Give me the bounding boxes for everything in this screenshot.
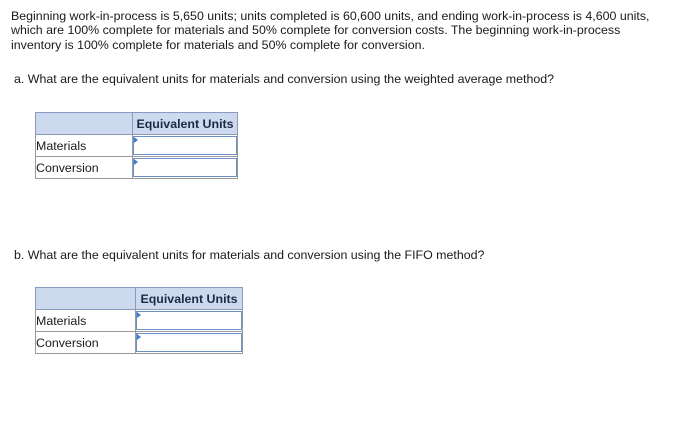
- table-header-row: [36, 113, 238, 135]
- conversion-equivalent-units-input[interactable]: [136, 333, 242, 352]
- weighted-average-table: [35, 112, 238, 179]
- header-blank-cell: [36, 288, 136, 310]
- table-row-materials: [36, 135, 238, 157]
- conversion-equivalent-units-input[interactable]: [133, 158, 237, 177]
- input-cell: [133, 157, 238, 179]
- header-blank-cell: [36, 113, 133, 135]
- table-row-conversion: [36, 157, 238, 179]
- row-label-conversion: Conversion: [36, 332, 136, 354]
- equivalent-units-header: Equivalent Units: [136, 288, 243, 310]
- table-row-materials: [36, 310, 243, 332]
- materials-equivalent-units-input[interactable]: [136, 311, 242, 330]
- input-cell: [136, 332, 243, 354]
- fifo-table: [35, 287, 243, 354]
- table-row-conversion: [36, 332, 243, 354]
- input-cell: [136, 310, 243, 332]
- materials-equivalent-units-input[interactable]: [133, 136, 237, 155]
- input-cell: [133, 135, 238, 157]
- row-label-materials: Materials: [36, 135, 133, 157]
- row-label-conversion: Conversion: [36, 157, 133, 179]
- question-b: b. What are the equivalent units for materials and conversion using the FIFO method?: [14, 248, 485, 262]
- equivalent-units-header: Equivalent Units: [133, 113, 238, 135]
- problem-statement: Beginning work-in-process is 5,650 units; units completed is 60,600 units, and ending work-in-process is 4,600 units, which are 100% complete for materials and 50% complete for conversion costs. The beginning work-in-process inventory is 100% complete for materials and 50% complete for conversion.: [11, 9, 650, 52]
- row-label-materials: Materials: [36, 310, 136, 332]
- question-a: a. What are the equivalent units for materials and conversion using the weighted average method?: [14, 72, 555, 86]
- table-header-row: [36, 288, 243, 310]
